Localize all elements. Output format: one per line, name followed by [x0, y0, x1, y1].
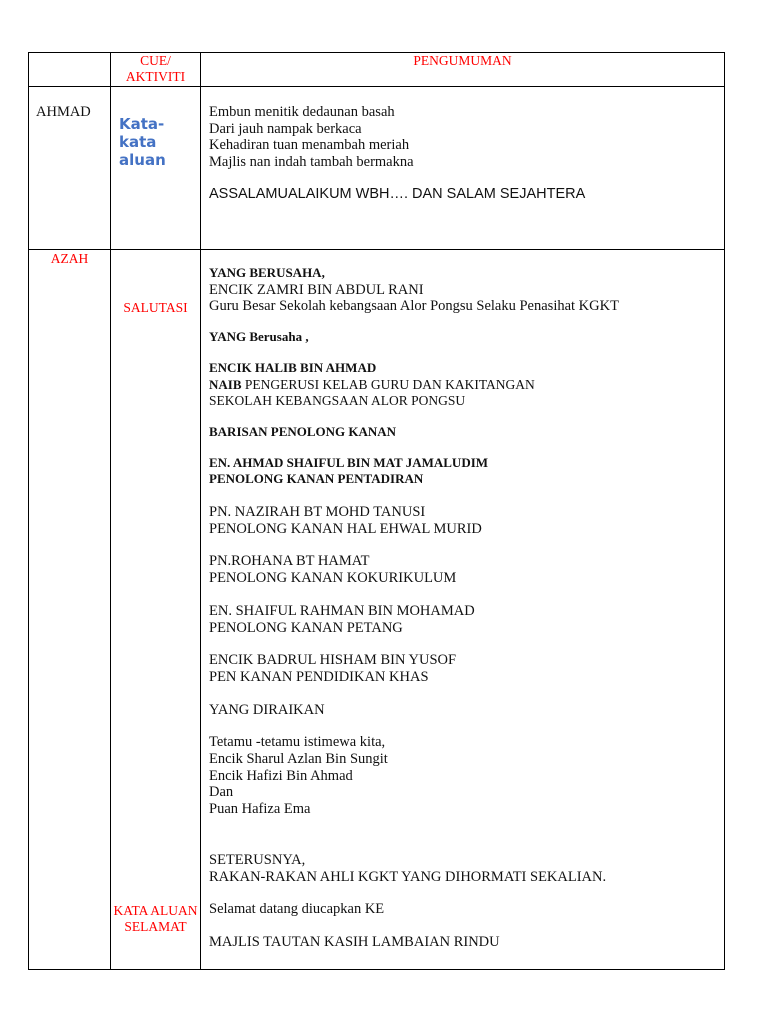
speaker-ahmad: AHMAD — [29, 87, 111, 250]
section-heading: BARISAN PENOLONG KANAN — [209, 423, 397, 439]
salutation-role: SEKOLAH KEBANGSAAN ALOR PONGSU — [209, 393, 466, 409]
salutation-name: PN.ROHANA BT HAMAT — [209, 553, 370, 570]
salutation-title: YANG BERUSAHA, — [209, 265, 325, 280]
salutation-role: Guru Besar Sekolah kebangsaan Alor Pongsu Selaku Penasihat KGKT — [209, 298, 619, 315]
welcome-line: Selamat datang diucapkan KE — [209, 901, 385, 918]
salutation-role: PENOLONG KANAN PETANG — [209, 619, 403, 636]
script-table — [28, 52, 725, 970]
closing-line: SETERUSNYA, — [209, 851, 306, 868]
salutation-role: PENOLONG KANAN HAL EHWAL MURID — [209, 520, 482, 537]
speaker-header-cell — [29, 53, 111, 87]
poem-line: Kehadiran tuan menambah meriah — [209, 137, 410, 154]
salutation-role — [209, 377, 724, 394]
table-row — [29, 250, 725, 970]
section-heading: YANG DIRAIKAN — [209, 701, 325, 718]
poem-line: Dari jauh nampak berkaca — [209, 120, 362, 137]
announcement-header: PENGUMUMAN — [201, 53, 725, 87]
poem-line: Majlis nan indah tambah bermakna — [209, 154, 414, 171]
salutation-role: PEN KANAN PENDIDIKAN KHAS — [209, 668, 429, 685]
header-row — [29, 53, 725, 87]
salutation-name: ENCIK ZAMRI BIN ABDUL RANI — [209, 281, 424, 298]
cue-kata-kata-aluan: Kata-kata aluan — [111, 87, 201, 250]
salutation-role: PENOLONG KANAN KOKURIKULUM — [209, 570, 457, 587]
table-row — [29, 87, 725, 250]
event-title: MAJLIS TAUTAN KASIH LAMBAIAN RINDU — [209, 933, 500, 950]
cue-salutasi: SALUTASI — [123, 300, 188, 315]
salutation-name: ENCIK HALIB BIN AHMAD — [209, 359, 377, 375]
guest-line: Encik Hafizi Bin Ahmad — [209, 767, 353, 784]
guest-line: Encik Sharul Azlan Bin Sungit — [209, 751, 388, 768]
guest-line: Tetamu -tetamu istimewa kita, — [209, 734, 386, 751]
cue-kata-aluan-selamat: KATA ALUAN SELAMAT — [113, 903, 198, 934]
cue-cell — [111, 250, 201, 970]
greeting-line: ASSALAMUALAIKUM WBH…. DAN SALAM SEJAHTERA — [209, 185, 586, 202]
guest-line: Dan — [209, 784, 234, 801]
cue-header: CUE/ AKTIVITI — [111, 53, 201, 87]
salutation-role: PENOLONG KANAN PENTADIRAN — [209, 471, 424, 487]
salutation-name: EN. AHMAD SHAIFUL BIN MAT JAMALUDIM — [209, 454, 489, 470]
salutation-title: YANG Berusaha , — [209, 329, 309, 345]
guest-line: Puan Hafiza Ema — [209, 801, 311, 818]
speaker-azah: AZAH — [29, 250, 111, 970]
closing-line: RAKAN-RAKAN AHLI KGKT YANG DIHORMATI SEKALIAN. — [209, 868, 607, 885]
poem-line: Embun menitik dedaunan basah — [209, 104, 395, 120]
role-rest: PENGERUSI KELAB GURU DAN KAKITANGAN — [241, 376, 535, 392]
role-prefix: NAIB — [209, 376, 242, 392]
salutation-name: ENCIK BADRUL HISHAM BIN YUSOF — [209, 652, 457, 669]
announcement-cell — [201, 87, 725, 250]
salutation-name: EN. SHAIFUL RAHMAN BIN MOHAMAD — [209, 602, 475, 619]
salutation-name: PN. NAZIRAH BT MOHD TANUSI — [209, 504, 426, 521]
announcement-cell — [201, 250, 725, 970]
